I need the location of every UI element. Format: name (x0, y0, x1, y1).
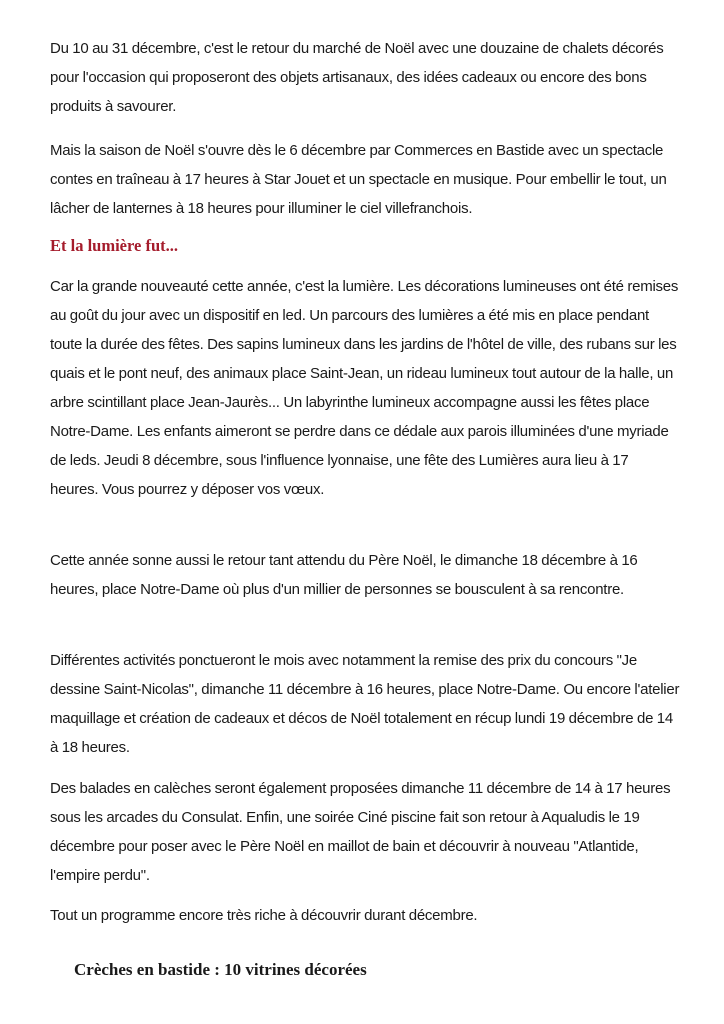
paragraph-activities: Différentes activités ponctueront le mois avec notamment la remise des prix du concours "Je dessine Saint-Nicolas", dimanche 11 décembre à 16 heures, place Notre-Dame. Ou encore l'atelier maquillage et création de cadeaux et décos de Noël totalement en récup lundi 19 décembre de 14 à 18 heures. (50, 652, 680, 756)
paragraph-carriage-rides: Des balades en calèches seront également proposées dimanche 11 décembre de 14 à 17 heures sous les arcades du Consulat. Enfin, une soirée Ciné piscine fait son retour à Aqualudis le 19 décembre pour poser avec le Père Noël en maillot de bain et découvrir à nouveau "Atlantide, l'empire perdu". (50, 780, 671, 884)
paragraph-program-summary: Tout un programme encore très riche à découvrir durant décembre. (50, 907, 478, 924)
paragraph-light-decorations: Car la grande nouveauté cette année, c'est la lumière. Les décorations lumineuses ont été remises au goût du jour avec un dispositif en led. Un parcours des lumières a été mis en place pendant toute la durée des fêtes. Des sapins lumineux dans les jardins de l'hôtel de ville, des rubans sur les quais et le pont neuf, des animaux place Saint-Jean, un rideau lumineux tout autour de la halle, un arbre scintillant place Jean-Jaurès... Un labyrinthe lumineux accompagne aussi les fêtes place Notre-Dame. Les enfants aimeront se perdre dans ce dédale aux parois illuminées d'une myriade de leds. Jeudi 8 décembre, sous l'influence lyonnaise, une fête des Lumières aura lieu à 17 heures. Vous pourrez y déposer vos vœux. (50, 278, 679, 498)
paragraph-santa-return: Cette année sonne aussi le retour tant attendu du Père Noël, le dimanche 18 décembre à 16 heures, place Notre-Dame où plus d'un millier de personnes se bousculent à sa rencontre. (50, 552, 638, 598)
paragraph-christmas-market: Du 10 au 31 décembre, c'est le retour du marché de Noël avec une douzaine de chalets décorés pour l'occasion qui proposeront des objets artisanaux, des idées cadeaux ou encore des bons produits à savourer. (50, 40, 664, 115)
section-title-nativity-scenes: Crèches en bastide : 10 vitrines décorées (74, 960, 367, 979)
paragraph-season-opening: Mais la saison de Noël s'ouvre dès le 6 décembre par Commerces en Bastide avec un spectacle contes en traîneau à 17 heures à Star Jouet et un spectacle en musique. Pour embellir le tout, un lâcher de lanternes à 18 heures pour illuminer le ciel villefranchois. (50, 142, 667, 217)
subheading-light: Et la lumière fut... (50, 236, 179, 255)
